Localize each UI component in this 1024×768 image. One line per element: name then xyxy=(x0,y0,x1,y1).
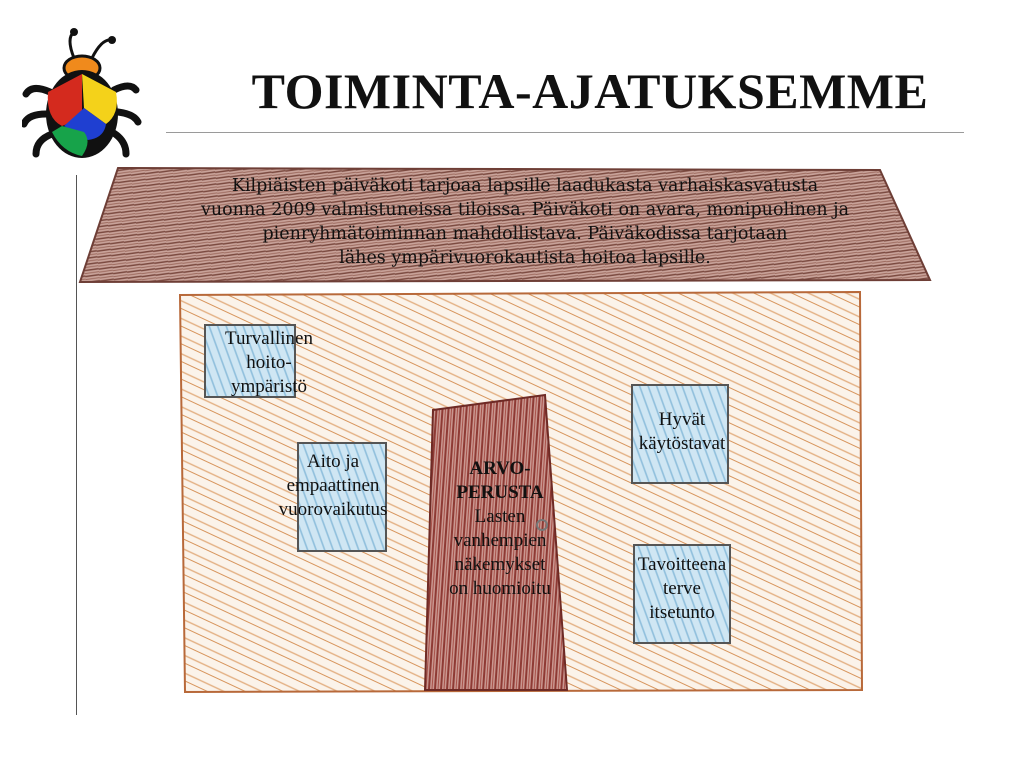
label-hyvat: Hyvät käytöstavat xyxy=(638,409,726,454)
label-tavoitteena: Tavoitteena terve itsetunto xyxy=(637,554,727,623)
page-title: TOIMINTA-AJATUKSEMME xyxy=(251,63,929,119)
label-aito: Aito ja empaattinen vuorovaikutus xyxy=(278,451,388,520)
label-arvoperusta: ARVO- PERUSTA Lasten vanhempien näkemykset on huomioitu xyxy=(449,458,551,599)
intro-paragraph: Kilpiäisten päiväkoti tarjoaa lapsille laadukasta varhaiskasvatusta vuonna 2009 valmistuneissa tiloissa. Päiväkoti on avara, monipuolinen ja pienryhmätoiminnan mahdollistava. Päiväkodissa tarjotaan lähes ympärivuorokautista hoitoa lapsille. xyxy=(200,176,850,268)
label-turvallinen: Turvallinen hoito- ympäristö xyxy=(225,328,313,397)
